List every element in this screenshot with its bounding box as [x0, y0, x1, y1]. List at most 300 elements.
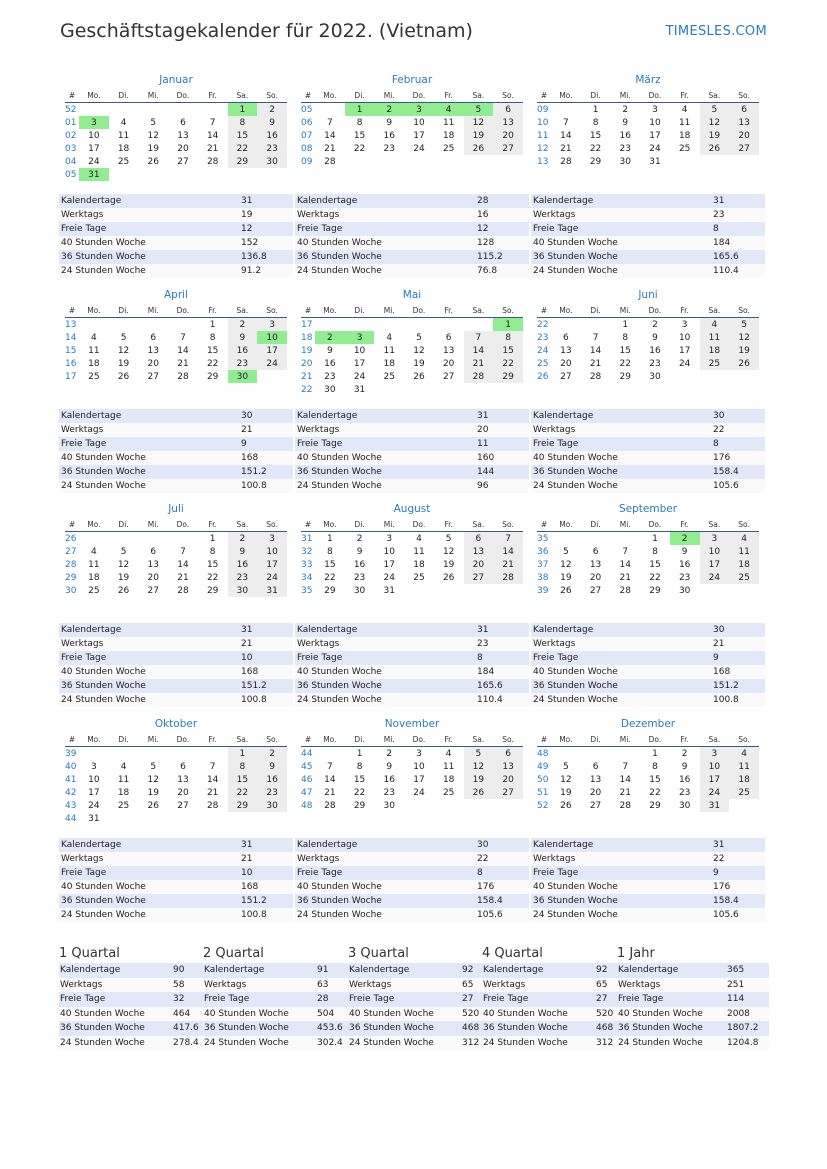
day-cell: 14: [619, 559, 631, 570]
day-cell: 2: [228, 318, 258, 332]
stat-value: 22: [711, 852, 765, 866]
day-cell: 28: [619, 800, 631, 811]
day-cell: 21: [324, 787, 336, 798]
stat-label: 40 Stunden Woche: [482, 1007, 595, 1022]
day-cell: 10: [700, 545, 730, 558]
weekday-header: Mo.: [551, 732, 581, 747]
empty-day-cell: [109, 812, 139, 825]
day-cell: 21: [177, 572, 189, 583]
stat-value: 115.2: [475, 250, 529, 264]
stat-value: 184: [711, 236, 765, 250]
stat-label: 24 Stunden Woche: [348, 1036, 461, 1051]
weekday-header: Sa.: [228, 303, 258, 318]
week-number: 43: [65, 800, 77, 811]
day-cell: 15: [353, 130, 366, 141]
week-number: 41: [65, 774, 77, 785]
week-number-header: #: [537, 732, 551, 747]
stat-label: Kalendertage: [295, 623, 475, 637]
stat-value: 468: [461, 1021, 484, 1036]
day-cell: 3: [404, 103, 434, 117]
day-cell: 23: [324, 371, 336, 382]
stat-label: 24 Stunden Woche: [59, 1036, 172, 1051]
day-cell: 1: [652, 748, 658, 759]
month-grid: [537, 303, 759, 383]
day-cell: 22: [619, 358, 631, 369]
stat-value: 114: [726, 992, 769, 1007]
week-number: 46: [301, 774, 313, 785]
day-cell: 7: [326, 761, 333, 772]
weekday-header: Mi.: [610, 88, 640, 103]
day-cell: 20: [177, 787, 189, 798]
day-cell: 23: [257, 142, 287, 155]
day-cell: 30: [324, 384, 336, 395]
day-cell: 27: [729, 142, 759, 155]
quarter-stats: [203, 963, 349, 1050]
stat-label: 40 Stunden Woche: [531, 451, 711, 465]
stat-value: 151.2: [239, 894, 293, 908]
day-cell: 22: [353, 787, 366, 798]
day-cell: 12: [700, 116, 730, 129]
stat-value: 21: [239, 852, 293, 866]
month-stats: [59, 409, 293, 493]
day-cell: 2: [622, 104, 629, 115]
stat-label: 36 Stunden Woche: [59, 1021, 172, 1036]
stat-label: 40 Stunden Woche: [59, 451, 239, 465]
day-cell: 29: [649, 585, 661, 596]
week-number-header: #: [537, 303, 551, 318]
week-number: 18: [301, 332, 313, 343]
week-number: 28: [65, 559, 77, 570]
day-cell: 25: [413, 572, 425, 583]
stat-value: 30: [711, 623, 765, 637]
stat-label: Freie Tage: [295, 651, 475, 665]
day-cell: 19: [700, 129, 730, 142]
weekday-header: Di.: [345, 88, 375, 103]
empty-day-cell: [168, 812, 198, 825]
day-cell: 2: [228, 532, 258, 546]
empty-day-cell: [729, 799, 759, 812]
month-stats: [295, 838, 529, 922]
weekday-header: Do.: [168, 517, 198, 532]
weekday-header: Mo.: [315, 732, 345, 747]
day-cell: 8: [652, 761, 658, 772]
stat-label: 36 Stunden Woche: [531, 250, 711, 264]
day-cell: 14: [324, 774, 336, 785]
month-name: September: [618, 503, 678, 515]
day-cell: 21: [493, 558, 523, 571]
day-cell: 20: [177, 143, 189, 154]
stat-label: 36 Stunden Woche: [295, 894, 475, 908]
day-cell: 24: [88, 800, 100, 811]
day-cell: 15: [493, 344, 523, 357]
empty-day-cell: [79, 532, 109, 546]
weekday-header: Mo.: [315, 303, 345, 318]
stat-label: 36 Stunden Woche: [617, 1021, 726, 1036]
day-cell: 17: [88, 143, 100, 154]
day-cell: 6: [464, 532, 494, 546]
day-cell: 1: [356, 748, 363, 759]
day-cell: 4: [681, 104, 688, 115]
empty-day-cell: [434, 584, 464, 597]
stat-label: 36 Stunden Woche: [531, 465, 711, 479]
day-cell: 31: [383, 585, 395, 596]
stat-value: 28: [475, 194, 529, 208]
day-cell: 5: [729, 318, 759, 332]
month-grid: [537, 88, 759, 168]
day-cell: 27: [589, 585, 602, 596]
day-cell: 9: [257, 116, 287, 129]
empty-day-cell: [138, 747, 168, 761]
stat-label: 24 Stunden Woche: [59, 693, 239, 707]
stat-value: 100.8: [239, 908, 293, 922]
day-cell: 7: [622, 761, 629, 772]
month-name: Juni: [638, 289, 658, 301]
weekday-header: Mo.: [315, 88, 345, 103]
weekday-header: So.: [257, 303, 287, 318]
month-grid: [301, 88, 523, 168]
day-cell: 16: [383, 774, 395, 785]
weekday-header: Mo.: [551, 303, 581, 318]
day-cell: 6: [150, 332, 157, 343]
week-number: 07: [301, 130, 313, 141]
day-cell: 9: [681, 761, 688, 772]
stat-label: Werktags: [295, 208, 475, 222]
day-cell: 26: [147, 800, 159, 811]
empty-day-cell: [464, 383, 494, 396]
week-number: 21: [301, 371, 313, 382]
weekday-header: Do.: [404, 732, 434, 747]
day-cell: 15: [589, 130, 602, 141]
day-cell: 10: [678, 332, 691, 343]
day-cell: 13: [493, 760, 523, 773]
weekday-header: So.: [729, 303, 759, 318]
month-oktober: [65, 716, 287, 825]
stat-value: 8: [475, 651, 529, 665]
weekday-header: Mo.: [79, 732, 109, 747]
day-cell: 11: [117, 130, 130, 141]
weekday-header: Sa.: [464, 303, 494, 318]
day-cell: 11: [88, 559, 100, 570]
stat-label: Freie Tage: [59, 992, 172, 1007]
day-cell: 5: [445, 533, 452, 544]
quarter-title: 4 Quartal: [482, 946, 543, 961]
day-cell: 6: [592, 546, 599, 557]
weekday-header: Di.: [581, 303, 611, 318]
empty-day-cell: [138, 168, 168, 181]
day-cell: 30: [383, 800, 395, 811]
week-number: 36: [537, 546, 549, 557]
day-cell: 7: [562, 117, 569, 128]
empty-day-cell: [79, 747, 109, 761]
stat-label: Kalendertage: [348, 963, 461, 978]
day-cell: 13: [493, 116, 523, 129]
day-cell: 15: [353, 774, 366, 785]
week-number: 34: [301, 572, 313, 583]
empty-day-cell: [404, 318, 434, 332]
day-cell: 25: [442, 143, 455, 154]
day-cell: 21: [206, 787, 219, 798]
stat-label: Werktags: [203, 978, 316, 993]
month-name: Februar: [391, 74, 433, 86]
stat-value: 158.4: [711, 465, 765, 479]
day-cell: 16: [228, 558, 258, 571]
stat-value: 165.6: [475, 679, 529, 693]
day-cell: 28: [177, 371, 189, 382]
month-stats: [531, 623, 765, 707]
day-cell: 13: [147, 559, 159, 570]
day-cell: 26: [442, 572, 455, 583]
day-cell: 25: [117, 156, 130, 167]
stat-label: 36 Stunden Woche: [531, 679, 711, 693]
day-cell: 25: [383, 371, 395, 382]
day-cell: 18: [729, 773, 759, 786]
day-cell: 27: [147, 371, 159, 382]
week-number: 01: [65, 117, 77, 128]
weekday-header: Sa.: [464, 732, 494, 747]
empty-day-cell: [79, 318, 109, 332]
day-cell: 30: [353, 585, 366, 596]
stat-label: 24 Stunden Woche: [531, 264, 711, 278]
stat-label: Freie Tage: [531, 651, 711, 665]
weekday-header: Mo.: [79, 517, 109, 532]
stat-label: Kalendertage: [295, 838, 475, 852]
stat-label: 24 Stunden Woche: [203, 1036, 316, 1051]
day-cell: 29: [206, 585, 219, 596]
day-cell: 18: [442, 130, 455, 141]
empty-day-cell: [434, 799, 464, 812]
week-number-header: #: [65, 88, 79, 103]
stat-value: 2008: [726, 1007, 769, 1022]
day-cell: 2: [257, 103, 287, 117]
day-cell: 13: [464, 545, 494, 558]
stat-label: Kalendertage: [59, 623, 239, 637]
stat-label: Werktags: [531, 637, 711, 651]
empty-day-cell: [729, 155, 759, 168]
day-cell: 14: [206, 130, 219, 141]
month-april: [65, 287, 287, 383]
stat-value: 176: [475, 880, 529, 894]
stat-label: 24 Stunden Woche: [531, 479, 711, 493]
day-cell: 4: [386, 332, 393, 343]
day-cell: 2: [386, 748, 393, 759]
day-cell: 3: [681, 319, 688, 330]
weekday-header: So.: [493, 88, 523, 103]
empty-day-cell: [464, 318, 494, 332]
weekday-header: Mi.: [374, 88, 404, 103]
empty-day-cell: [228, 168, 258, 181]
stat-value: 100.8: [239, 479, 293, 493]
stat-label: Freie Tage: [348, 992, 461, 1007]
day-cell: 24: [700, 786, 730, 799]
day-cell: 27: [493, 786, 523, 799]
week-number: 39: [537, 585, 549, 596]
stat-value: 100.8: [239, 693, 293, 707]
week-number: 08: [301, 143, 313, 154]
day-cell: 31: [700, 799, 730, 812]
day-cell: 4: [120, 761, 127, 772]
day-cell: 7: [209, 117, 216, 128]
empty-day-cell: [168, 532, 198, 546]
stat-value: 105.6: [711, 479, 765, 493]
day-cell: 10: [413, 117, 425, 128]
stat-value: 176: [711, 880, 765, 894]
day-cell: 30: [678, 800, 691, 811]
day-cell: 16: [678, 774, 691, 785]
day-cell: 4: [416, 533, 422, 544]
week-number: 51: [537, 787, 549, 798]
stat-label: Werktags: [59, 423, 239, 437]
day-cell: 29: [228, 155, 258, 168]
stat-value: 464: [172, 1007, 205, 1022]
day-cell: 20: [493, 773, 523, 786]
day-cell: 28: [324, 800, 336, 811]
month-name: November: [384, 718, 440, 730]
week-number-header: #: [65, 303, 79, 318]
day-cell: 3: [652, 104, 658, 115]
day-cell: 12: [729, 331, 759, 344]
day-cell: 28: [560, 156, 572, 167]
day-cell: 17: [353, 358, 366, 369]
day-cell: 26: [464, 786, 494, 799]
day-cell: 18: [678, 130, 691, 141]
day-cell: 14: [177, 345, 189, 356]
day-cell: 26: [700, 142, 730, 155]
week-number: 24: [537, 345, 549, 356]
day-cell: 1: [493, 318, 523, 332]
week-number: 37: [537, 559, 549, 570]
day-cell: 25: [729, 571, 759, 584]
stat-value: 251: [726, 978, 769, 993]
stat-value: 365: [726, 963, 769, 978]
day-cell: 20: [442, 358, 455, 369]
day-cell: 8: [356, 761, 363, 772]
day-cell: 20: [147, 358, 159, 369]
day-cell: 21: [589, 358, 602, 369]
day-cell: 10: [353, 345, 366, 356]
stat-value: 65: [595, 978, 618, 993]
day-cell: 11: [729, 760, 759, 773]
brand-link[interactable]: TIMESLES.COM: [665, 24, 767, 39]
quarter-summary-2: [203, 945, 349, 1050]
stat-value: 21: [239, 423, 293, 437]
month-grid: [65, 303, 287, 383]
week-number: 17: [301, 319, 313, 330]
weekday-header: Sa.: [228, 88, 258, 103]
weekday-header: Fr.: [198, 732, 228, 747]
empty-day-cell: [168, 168, 198, 181]
month-juni: [537, 287, 759, 383]
day-cell: 1: [622, 319, 629, 330]
empty-day-cell: [670, 155, 700, 168]
quarter-stats: [348, 963, 484, 1050]
empty-day-cell: [257, 370, 287, 383]
weekday-header: Mi.: [138, 88, 168, 103]
stat-label: Freie Tage: [482, 992, 595, 1007]
day-cell: 21: [177, 358, 189, 369]
weekday-header: Fr.: [198, 303, 228, 318]
day-cell: 28: [619, 585, 631, 596]
stat-value: 76.8: [475, 264, 529, 278]
stat-label: 24 Stunden Woche: [59, 264, 239, 278]
day-cell: 22: [353, 143, 366, 154]
stat-label: 40 Stunden Woche: [59, 665, 239, 679]
month-september: [537, 501, 759, 597]
week-number: 47: [301, 787, 313, 798]
day-cell: 10: [413, 761, 425, 772]
month-grid: [301, 303, 523, 396]
weekday-header: Do.: [404, 88, 434, 103]
stat-value: 105.6: [475, 908, 529, 922]
stat-value: 8: [711, 437, 765, 451]
empty-day-cell: [315, 318, 345, 332]
day-cell: 29: [493, 370, 523, 383]
month-august: [301, 501, 523, 597]
day-cell: 4: [120, 117, 127, 128]
weekday-header: Di.: [581, 517, 611, 532]
day-cell: 13: [729, 116, 759, 129]
weekday-header: Do.: [640, 303, 670, 318]
day-cell: 16: [257, 129, 287, 142]
day-cell: 17: [413, 774, 425, 785]
day-cell: 21: [560, 143, 572, 154]
empty-day-cell: [464, 584, 494, 597]
day-cell: 19: [117, 572, 130, 583]
weekday-header: Do.: [168, 303, 198, 318]
empty-day-cell: [464, 155, 494, 168]
day-cell: 5: [150, 117, 157, 128]
week-number: 38: [537, 572, 549, 583]
week-number: 48: [301, 800, 313, 811]
day-cell: 13: [589, 774, 602, 785]
stat-label: Freie Tage: [295, 866, 475, 880]
stat-value: 31: [475, 623, 529, 637]
day-cell: 8: [209, 546, 216, 557]
day-cell: 22: [228, 142, 258, 155]
day-cell: 8: [493, 331, 523, 344]
day-cell: 30: [678, 585, 691, 596]
week-number-header: #: [301, 517, 315, 532]
stat-value: 27: [461, 992, 484, 1007]
day-cell: 24: [257, 571, 287, 584]
quarter-summary-3: [348, 945, 484, 1050]
day-cell: 14: [177, 559, 189, 570]
day-cell: 5: [120, 332, 127, 343]
weekday-header: Di.: [109, 517, 139, 532]
stat-value: 165.6: [711, 250, 765, 264]
day-cell: 16: [649, 345, 661, 356]
week-number: 48: [537, 748, 549, 759]
stat-value: 8: [711, 222, 765, 236]
stat-value: 168: [239, 880, 293, 894]
day-cell: 18: [117, 143, 130, 154]
quarter-stats: [482, 963, 618, 1050]
empty-day-cell: [109, 168, 139, 181]
week-number-header: #: [301, 732, 315, 747]
weekday-header: Mi.: [138, 303, 168, 318]
empty-day-cell: [138, 812, 168, 825]
day-cell: 13: [560, 345, 572, 356]
empty-day-cell: [700, 155, 730, 168]
day-cell: 1: [209, 533, 216, 544]
stat-value: 30: [239, 409, 293, 423]
day-cell: 17: [678, 345, 691, 356]
day-cell: 12: [147, 774, 159, 785]
day-cell: 28: [206, 156, 219, 167]
month-stats: [59, 838, 293, 922]
stat-label: Werktags: [59, 978, 172, 993]
stat-value: 168: [711, 665, 765, 679]
month-januar: [65, 72, 287, 181]
